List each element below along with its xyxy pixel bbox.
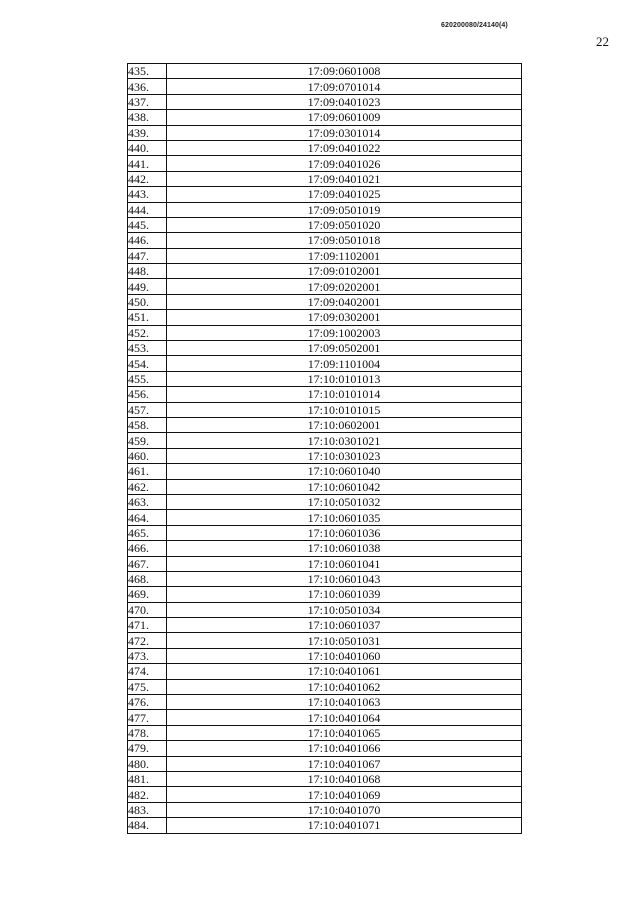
cadastral-number: 17:09:0102001 [167,264,522,279]
table-row [128,787,522,802]
cadastral-number: 17:10:0401063 [167,695,522,710]
row-number: 453. [128,341,167,356]
table-row [128,433,522,448]
cadastral-number: 17:10:0601035 [167,510,522,525]
table-row [128,464,522,479]
table-row [128,695,522,710]
row-number: 458. [128,417,167,432]
row-number: 455. [128,371,167,386]
table-row [128,248,522,263]
cadastral-number: 17:10:0601039 [167,587,522,602]
table-row [128,171,522,186]
table-row [128,341,522,356]
cadastral-number: 17:09:0202001 [167,279,522,294]
table-row [128,387,522,402]
table-row [128,510,522,525]
table-row [128,402,522,417]
document-id: 620200080/24140(4) [441,22,508,29]
table-row [128,64,522,79]
table-row [128,541,522,556]
cadastral-number: 17:10:0501034 [167,602,522,617]
cadastral-number: 17:09:0401022 [167,140,522,155]
row-number: 479. [128,741,167,756]
table-row [128,79,522,94]
row-number: 466. [128,541,167,556]
cadastral-number: 17:09:0402001 [167,294,522,309]
cadastral-number: 17:09:0401025 [167,187,522,202]
cadastral-number: 17:09:0701014 [167,79,522,94]
table-row [128,125,522,140]
table-row [128,371,522,386]
table-row [128,233,522,248]
cadastral-number: 17:10:0501032 [167,494,522,509]
cadastral-number: 17:10:0301021 [167,433,522,448]
row-number: 441. [128,156,167,171]
row-number: 478. [128,725,167,740]
cadastral-number: 17:10:0601036 [167,525,522,540]
table-row [128,494,522,509]
row-number: 473. [128,648,167,663]
table-row [128,741,522,756]
cadastral-number: 17:10:0401069 [167,787,522,802]
table-row [128,556,522,571]
table-row [128,525,522,540]
table-row [128,725,522,740]
cadastral-number: 17:10:0101013 [167,371,522,386]
table-row [128,217,522,232]
row-number: 452. [128,325,167,340]
row-number: 472. [128,633,167,648]
table-body [128,64,522,834]
table-row [128,802,522,817]
page-number: 22 [596,34,609,49]
cadastral-number: 17:10:0401064 [167,710,522,725]
cadastral-number: 17:09:0401021 [167,171,522,186]
table-row [128,571,522,586]
row-number: 467. [128,556,167,571]
table-row [128,602,522,617]
row-number: 462. [128,479,167,494]
row-number: 446. [128,233,167,248]
cadastral-number: 17:10:0401060 [167,648,522,663]
row-number: 440. [128,140,167,155]
row-number: 468. [128,571,167,586]
row-number: 454. [128,356,167,371]
cadastral-number: 17:10:0401067 [167,756,522,771]
cadastral-number: 17:10:0401065 [167,725,522,740]
table-row [128,679,522,694]
row-number: 460. [128,448,167,463]
table-row [128,202,522,217]
cadastral-number: 17:09:0401026 [167,156,522,171]
row-number: 484. [128,818,167,833]
cadastral-number: 17:10:0301023 [167,448,522,463]
table-row [128,294,522,309]
row-number: 474. [128,664,167,679]
cadastral-number: 17:10:0601042 [167,479,522,494]
row-number: 456. [128,387,167,402]
cadastral-number: 17:09:0301014 [167,125,522,140]
cadastral-number: 17:10:0401068 [167,771,522,786]
cadastral-number: 17:10:0101014 [167,387,522,402]
row-number: 463. [128,494,167,509]
table-row [128,310,522,325]
table-row [128,325,522,340]
table-row [128,156,522,171]
cadastral-table [127,63,522,834]
cadastral-number: 17:10:0401066 [167,741,522,756]
row-number: 443. [128,187,167,202]
row-number: 483. [128,802,167,817]
table-row [128,710,522,725]
row-number: 480. [128,756,167,771]
cadastral-number: 17:10:0101015 [167,402,522,417]
row-number: 470. [128,602,167,617]
table-row [128,756,522,771]
row-number: 476. [128,695,167,710]
table-row [128,818,522,833]
cadastral-number: 17:10:0401070 [167,802,522,817]
row-number: 482. [128,787,167,802]
row-number: 438. [128,110,167,125]
cadastral-number: 17:09:0401023 [167,94,522,109]
cadastral-number: 17:09:0501019 [167,202,522,217]
cadastral-number: 17:09:1102001 [167,248,522,263]
row-number: 445. [128,217,167,232]
row-number: 451. [128,310,167,325]
cadastral-number: 17:10:0401071 [167,818,522,833]
cadastral-number: 17:10:0401061 [167,664,522,679]
cadastral-number: 17:09:1101004 [167,356,522,371]
table-row [128,94,522,109]
row-number: 475. [128,679,167,694]
row-number: 481. [128,771,167,786]
table-row [128,356,522,371]
row-number: 461. [128,464,167,479]
cadastral-number: 17:10:0602001 [167,417,522,432]
table-row [128,264,522,279]
row-number: 439. [128,125,167,140]
cadastral-number: 17:10:0601043 [167,571,522,586]
row-number: 469. [128,587,167,602]
row-number: 471. [128,618,167,633]
table-row [128,648,522,663]
row-number: 464. [128,510,167,525]
row-number: 449. [128,279,167,294]
cadastral-number: 17:10:0501031 [167,633,522,648]
row-number: 459. [128,433,167,448]
row-number: 435. [128,64,167,79]
cadastral-number: 17:09:0601009 [167,110,522,125]
cadastral-number: 17:09:1002003 [167,325,522,340]
row-number: 436. [128,79,167,94]
cadastral-number: 17:10:0401062 [167,679,522,694]
cadastral-number: 17:09:0302001 [167,310,522,325]
table-row [128,587,522,602]
row-number: 447. [128,248,167,263]
table-row [128,771,522,786]
row-number: 448. [128,264,167,279]
cadastral-number: 17:09:0502001 [167,341,522,356]
row-number: 457. [128,402,167,417]
row-number: 442. [128,171,167,186]
table-row [128,110,522,125]
row-number: 465. [128,525,167,540]
table-row [128,618,522,633]
table-row [128,279,522,294]
table-row [128,140,522,155]
cadastral-number: 17:09:0601008 [167,64,522,79]
table-row [128,633,522,648]
cadastral-number: 17:09:0501018 [167,233,522,248]
table-row [128,187,522,202]
row-number: 437. [128,94,167,109]
row-number: 444. [128,202,167,217]
cadastral-number: 17:09:0501020 [167,217,522,232]
row-number: 450. [128,294,167,309]
cadastral-number: 17:10:0601040 [167,464,522,479]
table-row [128,479,522,494]
table-row [128,664,522,679]
cadastral-number: 17:10:0601041 [167,556,522,571]
table-row [128,417,522,432]
cadastral-number: 17:10:0601038 [167,541,522,556]
cadastral-number: 17:10:0601037 [167,618,522,633]
row-number: 477. [128,710,167,725]
table-row [128,448,522,463]
